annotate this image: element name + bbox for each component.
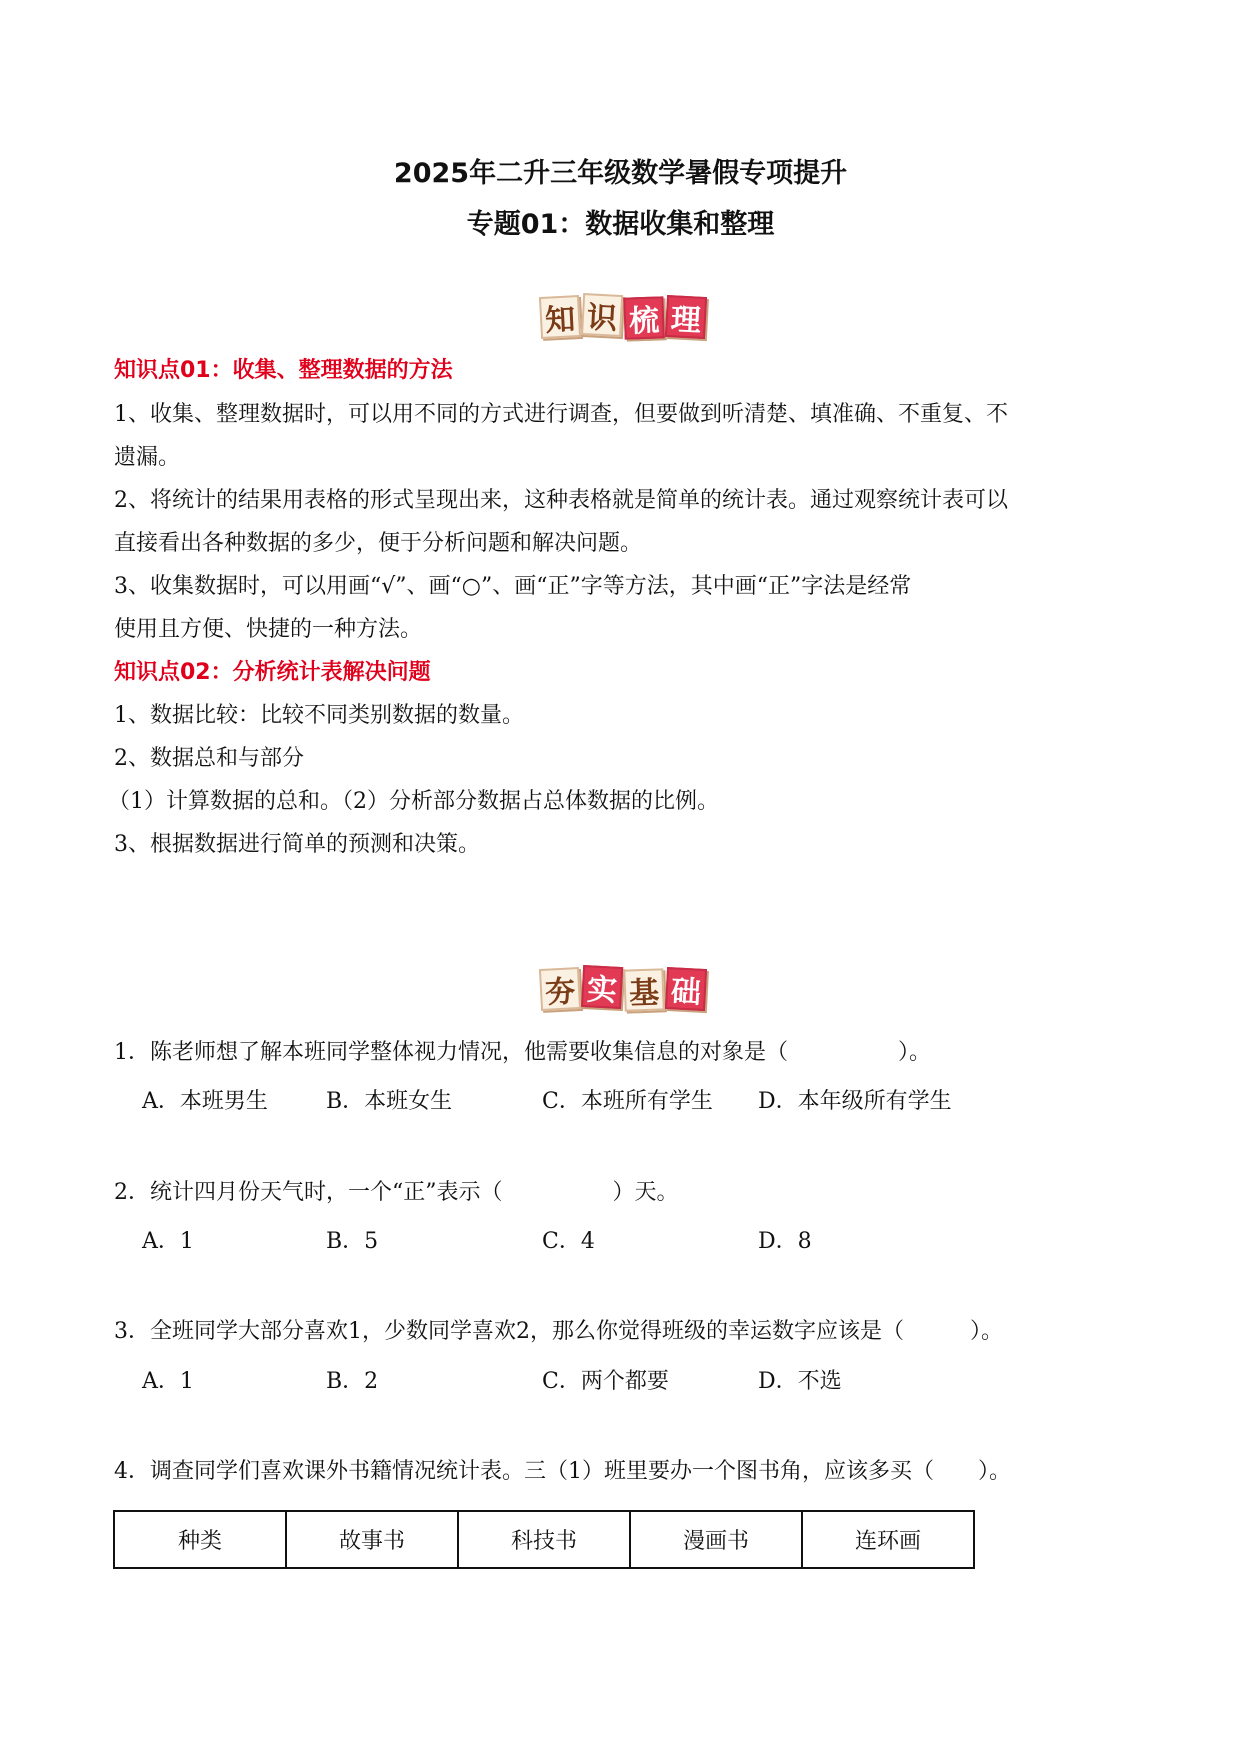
- question-1-option-d[interactable]: D．本年级所有学生: [758, 1089, 952, 1114]
- banner-tile: 梳: [623, 296, 664, 339]
- question-3-option-b[interactable]: B．2: [326, 1369, 379, 1394]
- knowledge-line: （1）计算数据的总和。（2）分析部分数据占总体数据的比例。: [108, 789, 719, 814]
- question-2-option-a[interactable]: A．1: [142, 1229, 194, 1254]
- knowledge-point-1-title: 知识点01：收集、整理数据的方法: [114, 358, 453, 383]
- question-3-stem: 3．全班同学大部分喜欢1，少数同学喜欢2，那么你觉得班级的幸运数字应该是（ ）。: [114, 1319, 1003, 1344]
- knowledge-point-2-title: 知识点02：分析统计表解决问题: [114, 660, 431, 685]
- table-header-cell: 科技书: [458, 1511, 630, 1568]
- knowledge-line: 2、数据总和与部分: [114, 746, 304, 771]
- banner-tile: 实: [581, 965, 623, 1009]
- question-3-option-a[interactable]: A．1: [142, 1369, 194, 1394]
- banner-tile: 夯: [539, 967, 581, 1011]
- document-subtitle: 专题01：数据收集和整理: [466, 209, 775, 240]
- table-row: [114, 1511, 974, 1568]
- table-header-cell: 连环画: [802, 1511, 974, 1568]
- knowledge-line: 1、数据比较：比较不同类别数据的数量。: [114, 703, 524, 728]
- question-3-option-c[interactable]: C．两个都要: [542, 1369, 669, 1394]
- knowledge-line: 1、收集、整理数据时，可以用不同的方式进行调查，但要做到听清楚、填准确、不重复、不: [114, 402, 1009, 427]
- question-1-option-c[interactable]: C．本班所有学生: [542, 1089, 713, 1114]
- section-banner-basics: [540, 968, 708, 1010]
- question-1-option-b[interactable]: B．本班女生: [326, 1089, 453, 1114]
- knowledge-line: 遗漏。: [114, 445, 181, 470]
- table-header-cell: 种类: [114, 1511, 286, 1568]
- section-banner-knowledge: [540, 296, 708, 338]
- question-2-option-b[interactable]: B．5: [326, 1229, 379, 1254]
- question-2-option-c[interactable]: C．4: [542, 1229, 595, 1254]
- banner-tile: 基: [623, 968, 664, 1011]
- document-title: 2025年二升三年级数学暑假专项提升: [393, 158, 848, 189]
- knowledge-line: 直接看出各种数据的多少，便于分析问题和解决问题。: [114, 531, 643, 556]
- banner-tile: 理: [665, 295, 707, 339]
- question-4-stem: 4．调查同学们喜欢课外书籍情况统计表。三（1）班里要办一个图书角，应该多买（ ）。: [114, 1459, 1011, 1484]
- knowledge-line: 3、收集数据时，可以用画“√”、画“○”、画“正”字等方法，其中画“正”字法是经常: [114, 574, 912, 599]
- table-header-cell: 漫画书: [630, 1511, 802, 1568]
- question-2-stem: 2．统计四月份天气时，一个“正”表示（ ）天。: [114, 1180, 679, 1205]
- knowledge-line: 3、根据数据进行简单的预测和决策。: [114, 832, 480, 857]
- banner-tile: 知: [539, 295, 581, 339]
- question-1-stem: 1．陈老师想了解本班同学整体视力情况，他需要收集信息的对象是（ ）。: [114, 1040, 931, 1065]
- knowledge-line: 使用且方便、快捷的一种方法。: [114, 617, 423, 642]
- book-survey-table: [113, 1510, 975, 1569]
- question-3-option-d[interactable]: D．不选: [758, 1369, 842, 1394]
- knowledge-line: 2、将统计的结果用表格的形式呈现出来，这种表格就是简单的统计表。通过观察统计表可以: [114, 488, 1009, 513]
- table-header-cell: 故事书: [286, 1511, 458, 1568]
- question-2-option-d[interactable]: D．8: [758, 1229, 812, 1254]
- question-1-option-a[interactable]: A．本班男生: [142, 1089, 268, 1114]
- banner-tile: 础: [665, 967, 707, 1011]
- banner-tile: 识: [581, 293, 623, 337]
